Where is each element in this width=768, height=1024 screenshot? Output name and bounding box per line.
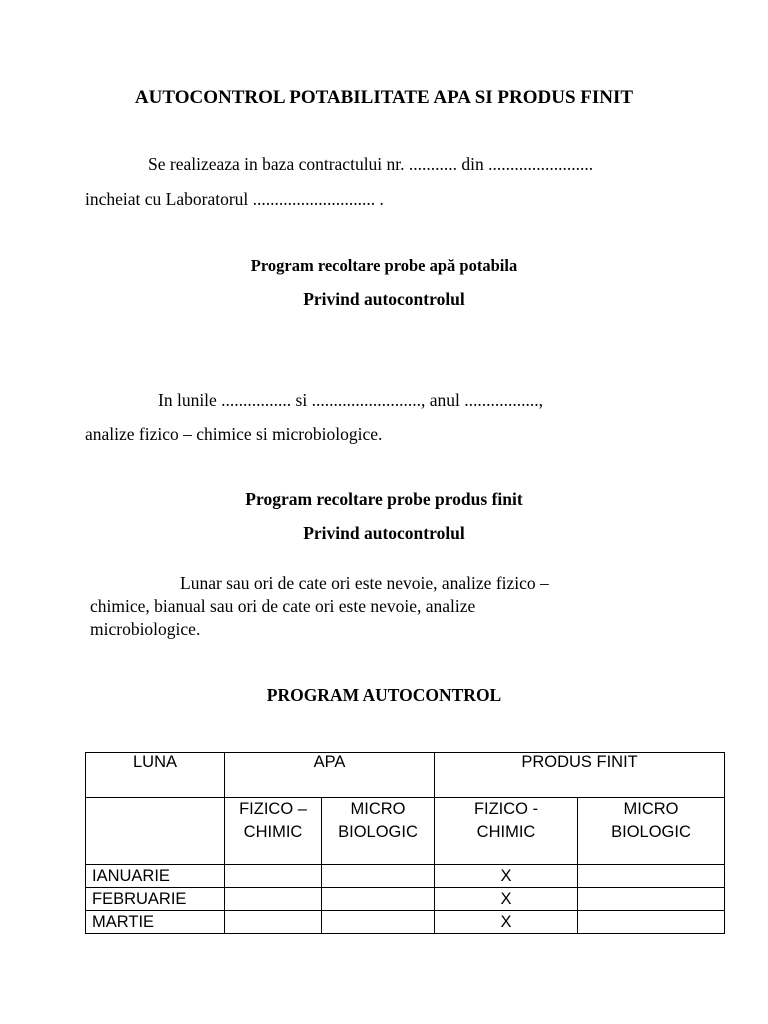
product-program-subheading: Privind autocontrolul <box>303 523 465 543</box>
table-subheader-row <box>86 798 725 865</box>
subheader-text: CHIMIC <box>243 823 303 841</box>
pf-fizico-cell: X <box>435 888 578 911</box>
table-row <box>86 888 725 911</box>
table-row <box>86 911 725 934</box>
program-heading: PROGRAM AUTOCONTROL <box>266 685 502 705</box>
pf-fizico-cell: X <box>435 865 578 888</box>
product-text-line-2: chimice, bianual sau ori de cate ori este nevoie, analize <box>90 596 476 616</box>
subheader-pf-micro-biologic <box>578 798 725 865</box>
subheader-apa-micro-biologic <box>322 798 435 865</box>
table-header-row <box>86 753 725 798</box>
subheader-text: BIOLOGIC <box>338 823 418 841</box>
water-program-subheading: Privind autocontrolul <box>303 289 465 309</box>
subheader-text: MICRO <box>350 800 406 818</box>
apa-fizico-cell <box>225 911 322 934</box>
water-program-heading: Program recoltare probe apă potabila <box>250 256 518 275</box>
pf-micro-cell <box>578 865 725 888</box>
subheader-apa-fizico-chimic <box>225 798 322 865</box>
pf-fizico-cell: X <box>435 911 578 934</box>
pf-micro-cell <box>578 911 725 934</box>
apa-fizico-cell <box>225 888 322 911</box>
header-apa: APA <box>225 753 435 798</box>
subheader-text: MICRO <box>623 800 679 818</box>
product-text-line-1: Lunar sau ori de cate ori este nevoie, analize fizico – <box>180 573 549 593</box>
water-analyses-line: analize fizico – chimice si microbiologice. <box>85 424 383 444</box>
contract-line-1: Se realizeaza in baza contractului nr. ........... din ........................ <box>148 154 594 174</box>
header-produs-finit: PRODUS FINIT <box>435 753 725 798</box>
apa-micro-cell <box>322 911 435 934</box>
month-cell: FEBRUARIE <box>86 888 225 911</box>
product-program-heading: Program recoltare probe produs finit <box>245 489 523 509</box>
subheader-empty <box>86 798 225 865</box>
apa-fizico-cell <box>225 865 322 888</box>
subheader-text: FIZICO - <box>473 800 539 818</box>
header-luna: LUNA <box>86 753 225 798</box>
contract-line-2: incheiat cu Laboratorul ............................ . <box>85 189 384 209</box>
document-title: AUTOCONTROL POTABILITATE APA SI PRODUS FINIT <box>134 87 634 108</box>
subheader-text: CHIMIC <box>476 823 536 841</box>
product-text-line-3: microbiologice. <box>90 619 201 639</box>
subheader-text: FIZICO – <box>239 800 307 818</box>
month-cell: MARTIE <box>86 911 225 934</box>
table-row <box>86 865 725 888</box>
month-cell: IANUARIE <box>86 865 225 888</box>
apa-micro-cell <box>322 888 435 911</box>
subheader-text: BIOLOGIC <box>611 823 691 841</box>
autocontrol-table <box>85 752 725 934</box>
apa-micro-cell <box>322 865 435 888</box>
water-months-line: In lunile ................ si ........................., anul ................., <box>158 390 543 410</box>
pf-micro-cell <box>578 888 725 911</box>
subheader-pf-fizico-chimic <box>435 798 578 865</box>
